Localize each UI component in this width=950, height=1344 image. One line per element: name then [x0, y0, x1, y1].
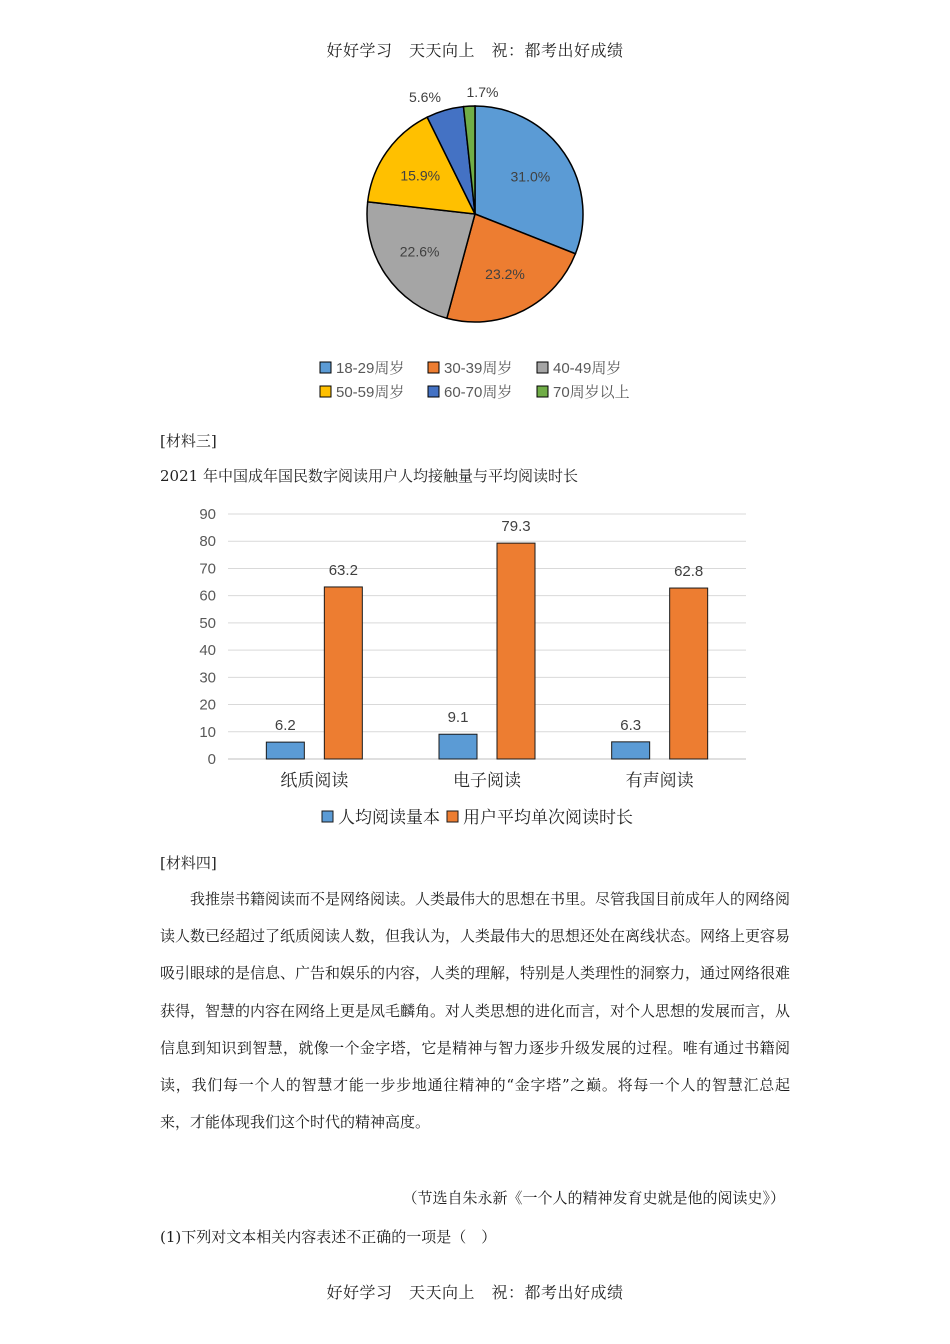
bar-ytick-7: 70: [199, 560, 216, 578]
question-1: (1)下列对文本相关内容表述不正确的一项是（ ）: [160, 1228, 497, 1246]
bar-grid: [228, 514, 746, 759]
bar-legend-swatch-0: [322, 811, 333, 822]
pie-legend-label-1: 30-39周岁: [444, 360, 513, 377]
bar-value-2-1: 62.8: [674, 563, 704, 581]
pie-legend-label-2: 40-49周岁: [553, 360, 622, 377]
bar-2-0: [612, 742, 650, 759]
bar-x-ticks: [280, 771, 693, 790]
bar-ytick-4: 40: [199, 642, 216, 660]
material4-source: （节选自朱永新《一个人的精神发育史就是他的阅读史》）: [402, 1189, 785, 1207]
bar-legend-label-0: 人均阅读量本: [338, 808, 440, 827]
bar-ytick-3: 30: [199, 669, 216, 687]
bar-legend: [322, 808, 633, 827]
bar-value-1-1: 79.3: [501, 518, 531, 536]
bar-ytick-2: 20: [199, 696, 216, 714]
pie-legend-swatch-3: [320, 386, 331, 397]
pie-label-4: 5.6%: [409, 88, 441, 105]
pie-legend-label-4: 60-70周岁: [444, 384, 513, 401]
pie-legend-swatch-5: [537, 386, 548, 397]
bar-value-0-0: 6.2: [274, 717, 296, 735]
pie-label-0: 31.0%: [510, 168, 551, 185]
bar-xtick-0: 纸质阅读: [280, 771, 349, 790]
pie-label-2: 22.6%: [399, 243, 440, 260]
pie-legend-swatch-1: [428, 362, 439, 373]
bar-ytick-9: 90: [199, 506, 216, 523]
pie-legend-swatch-2: [537, 362, 548, 373]
pie-legend-swatch-4: [428, 386, 439, 397]
page-footer: 好好学习 天天向上 祝：都考出好成绩: [326, 1283, 624, 1302]
bar-ytick-0: 0: [207, 751, 216, 768]
bar-xtick-2: 有声阅读: [625, 771, 694, 790]
pie-slices: [367, 106, 583, 322]
pie-legend-label-0: 18-29周岁: [336, 360, 405, 377]
bar-2-1: [670, 588, 708, 759]
bar-value-0-1: 63.2: [328, 561, 358, 579]
bar-ytick-6: 60: [199, 587, 216, 605]
bar-1-0: [439, 734, 477, 759]
bar-xtick-1: 电子阅读: [453, 771, 521, 790]
bar-value-1-0: 9.1: [447, 709, 469, 727]
bar-ytick-5: 50: [199, 614, 216, 632]
bar-chart: [160, 462, 790, 837]
pie-legend-label-5: 70周岁以上: [553, 384, 630, 401]
material3-label: [材料三]: [160, 432, 217, 450]
bar-chart-title: 2021 年中国成年国民数字阅读用户人均接触量与平均阅读时长: [160, 467, 578, 485]
bar-legend-swatch-1: [447, 811, 458, 822]
page-header: 好好学习 天天向上 祝：都考出好成绩: [326, 41, 624, 60]
material4-paragraph: 我推崇书籍阅读而不是网络阅读。人类最伟大的思想在书里。尽管我国目前成年人的网络阅读人数已经超过了纸质阅读人数，但我认为，人类最伟大的思想还处在离线状态。网络上更容易吸引眼球的是信息、广告和娱乐的内容，人类的理解，特别是人类理性的洞察力，通过网络很难获得，智慧的内容在网络上更是凤毛麟角。对人类思想的进化而言，对个人思想的发展而言，从信息到知识到智慧，就像一个金字塔，它是精神与智力逐步升级发展的过程。唯有通过书籍阅读，我们每一个人的智慧才能一步步地通往精神的“金字塔”之巅。将每一个人的智慧汇总起来，才能体现我们这个时代的精神高度。: [160, 890, 791, 1132]
bar-ytick-1: 10: [199, 723, 216, 741]
pie-legend-label-3: 50-59周岁: [336, 384, 405, 401]
bar-y-ticks: [199, 506, 216, 768]
pie-label-1: 23.2%: [485, 265, 525, 282]
pie-legend: [320, 360, 630, 401]
pie-legend-swatch-0: [320, 362, 331, 373]
bar-1-1: [497, 543, 535, 759]
bar-legend-label-1: 用户平均单次阅读时长: [463, 808, 633, 827]
bar-0-0: [266, 742, 304, 759]
pie-label-5: 1.7%: [466, 84, 499, 101]
bar-ytick-8: 80: [199, 533, 216, 551]
bar-0-1: [324, 587, 362, 759]
material4-label: [材料四]: [160, 854, 217, 872]
pie-label-3: 15.9%: [400, 167, 441, 184]
bar-value-2-0: 6.3: [620, 716, 642, 734]
pie-chart: [300, 80, 660, 410]
